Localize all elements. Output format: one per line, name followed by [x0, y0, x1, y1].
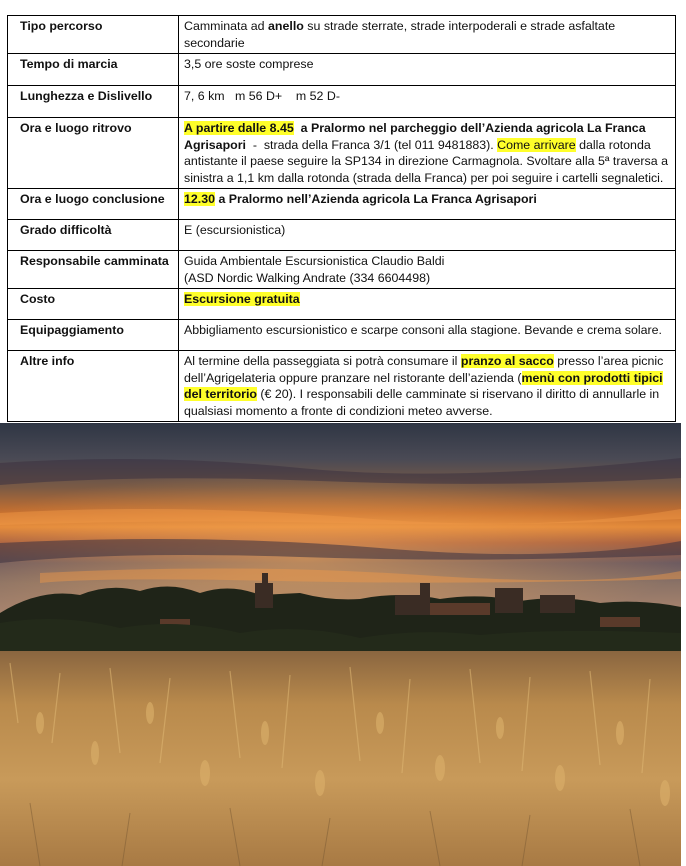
row-label: Ora e luogo ritrovo [8, 118, 179, 189]
row-label: Altre info [8, 351, 179, 422]
row-label: Costo [8, 289, 179, 320]
row-value: 12.30 a Pralormo nell’Azienda agricola La Franca Agrisapori [179, 189, 676, 220]
row-value: A partire dalle 8.45 a Pralormo nel parcheggio dell’Azienda agricola La Franca Agrisapori - strada della Franca 3/1 (tel 011 9481883). Come arrivare dalla rotonda antistante il paese seguire la SP134 in direzione Carmagnola. Svoltare alla 5ª traversa a sinistra a 1,1 km dalla rotonda (strada della Franca) per poi seguire i cartelli segnaletici. [179, 118, 676, 189]
wheat-field-sunset-photo [0, 423, 681, 866]
row-label: Grado difficoltà [8, 220, 179, 251]
row-label: Equipaggiamento [8, 320, 179, 351]
table-row [8, 251, 676, 289]
row-label: Responsabile camminata [8, 251, 179, 289]
highlight: Come arrivare [497, 137, 576, 152]
row-value: E (escursionistica) [179, 220, 676, 251]
row-value: Guida Ambientale Escursionistica Claudio Baldi (ASD Nordic Walking Andrate (334 6604498) [179, 251, 676, 289]
row-value: 7, 6 km m 56 D+ m 52 D- [179, 86, 676, 118]
row-value: Camminata ad anello su strade sterrate, strade interpoderali e strade asfaltate secondarie [179, 16, 676, 54]
highlight: pranzo al sacco [460, 354, 554, 368]
row-label: Lunghezza e Dislivello [8, 86, 179, 118]
highlight: menù con prodotti tipici del territorio [184, 370, 663, 401]
highlight: A partire dalle 8.45 [184, 121, 294, 135]
highlight: Escursione gratuita [184, 292, 300, 306]
table-row [8, 351, 676, 422]
excursion-info-table [7, 15, 676, 422]
table-row [8, 220, 676, 251]
row-value: Al termine della passeggiata si potrà consumare il pranzo al sacco presso l’area picnic dell’Agrigelateria oppure pranzare nel ristorante dell’azienda (menù con prodotti tipici del territorio (€ 20). I responsabili delle camminate si riservano il diritto di annullarle in qualsiasi momento a fronte di condizioni meteo avverse. [179, 351, 676, 422]
row-label: Tempo di marcia [8, 54, 179, 86]
table-row [8, 86, 676, 118]
table-row [8, 16, 676, 54]
row-value: 3,5 ore soste comprese [179, 54, 676, 86]
row-label: Tipo percorso [8, 16, 179, 54]
row-value [179, 289, 676, 320]
row-label: Ora e luogo conclusione [8, 189, 179, 220]
row-value: Abbigliamento escursionistico e scarpe consoni alla stagione. Bevande e crema solare. [179, 320, 676, 351]
table-row [8, 54, 676, 86]
highlight: 12.30 [184, 192, 216, 206]
table-row [8, 118, 676, 189]
table-row [8, 189, 676, 220]
table-row [8, 289, 676, 320]
table-row [8, 320, 676, 351]
